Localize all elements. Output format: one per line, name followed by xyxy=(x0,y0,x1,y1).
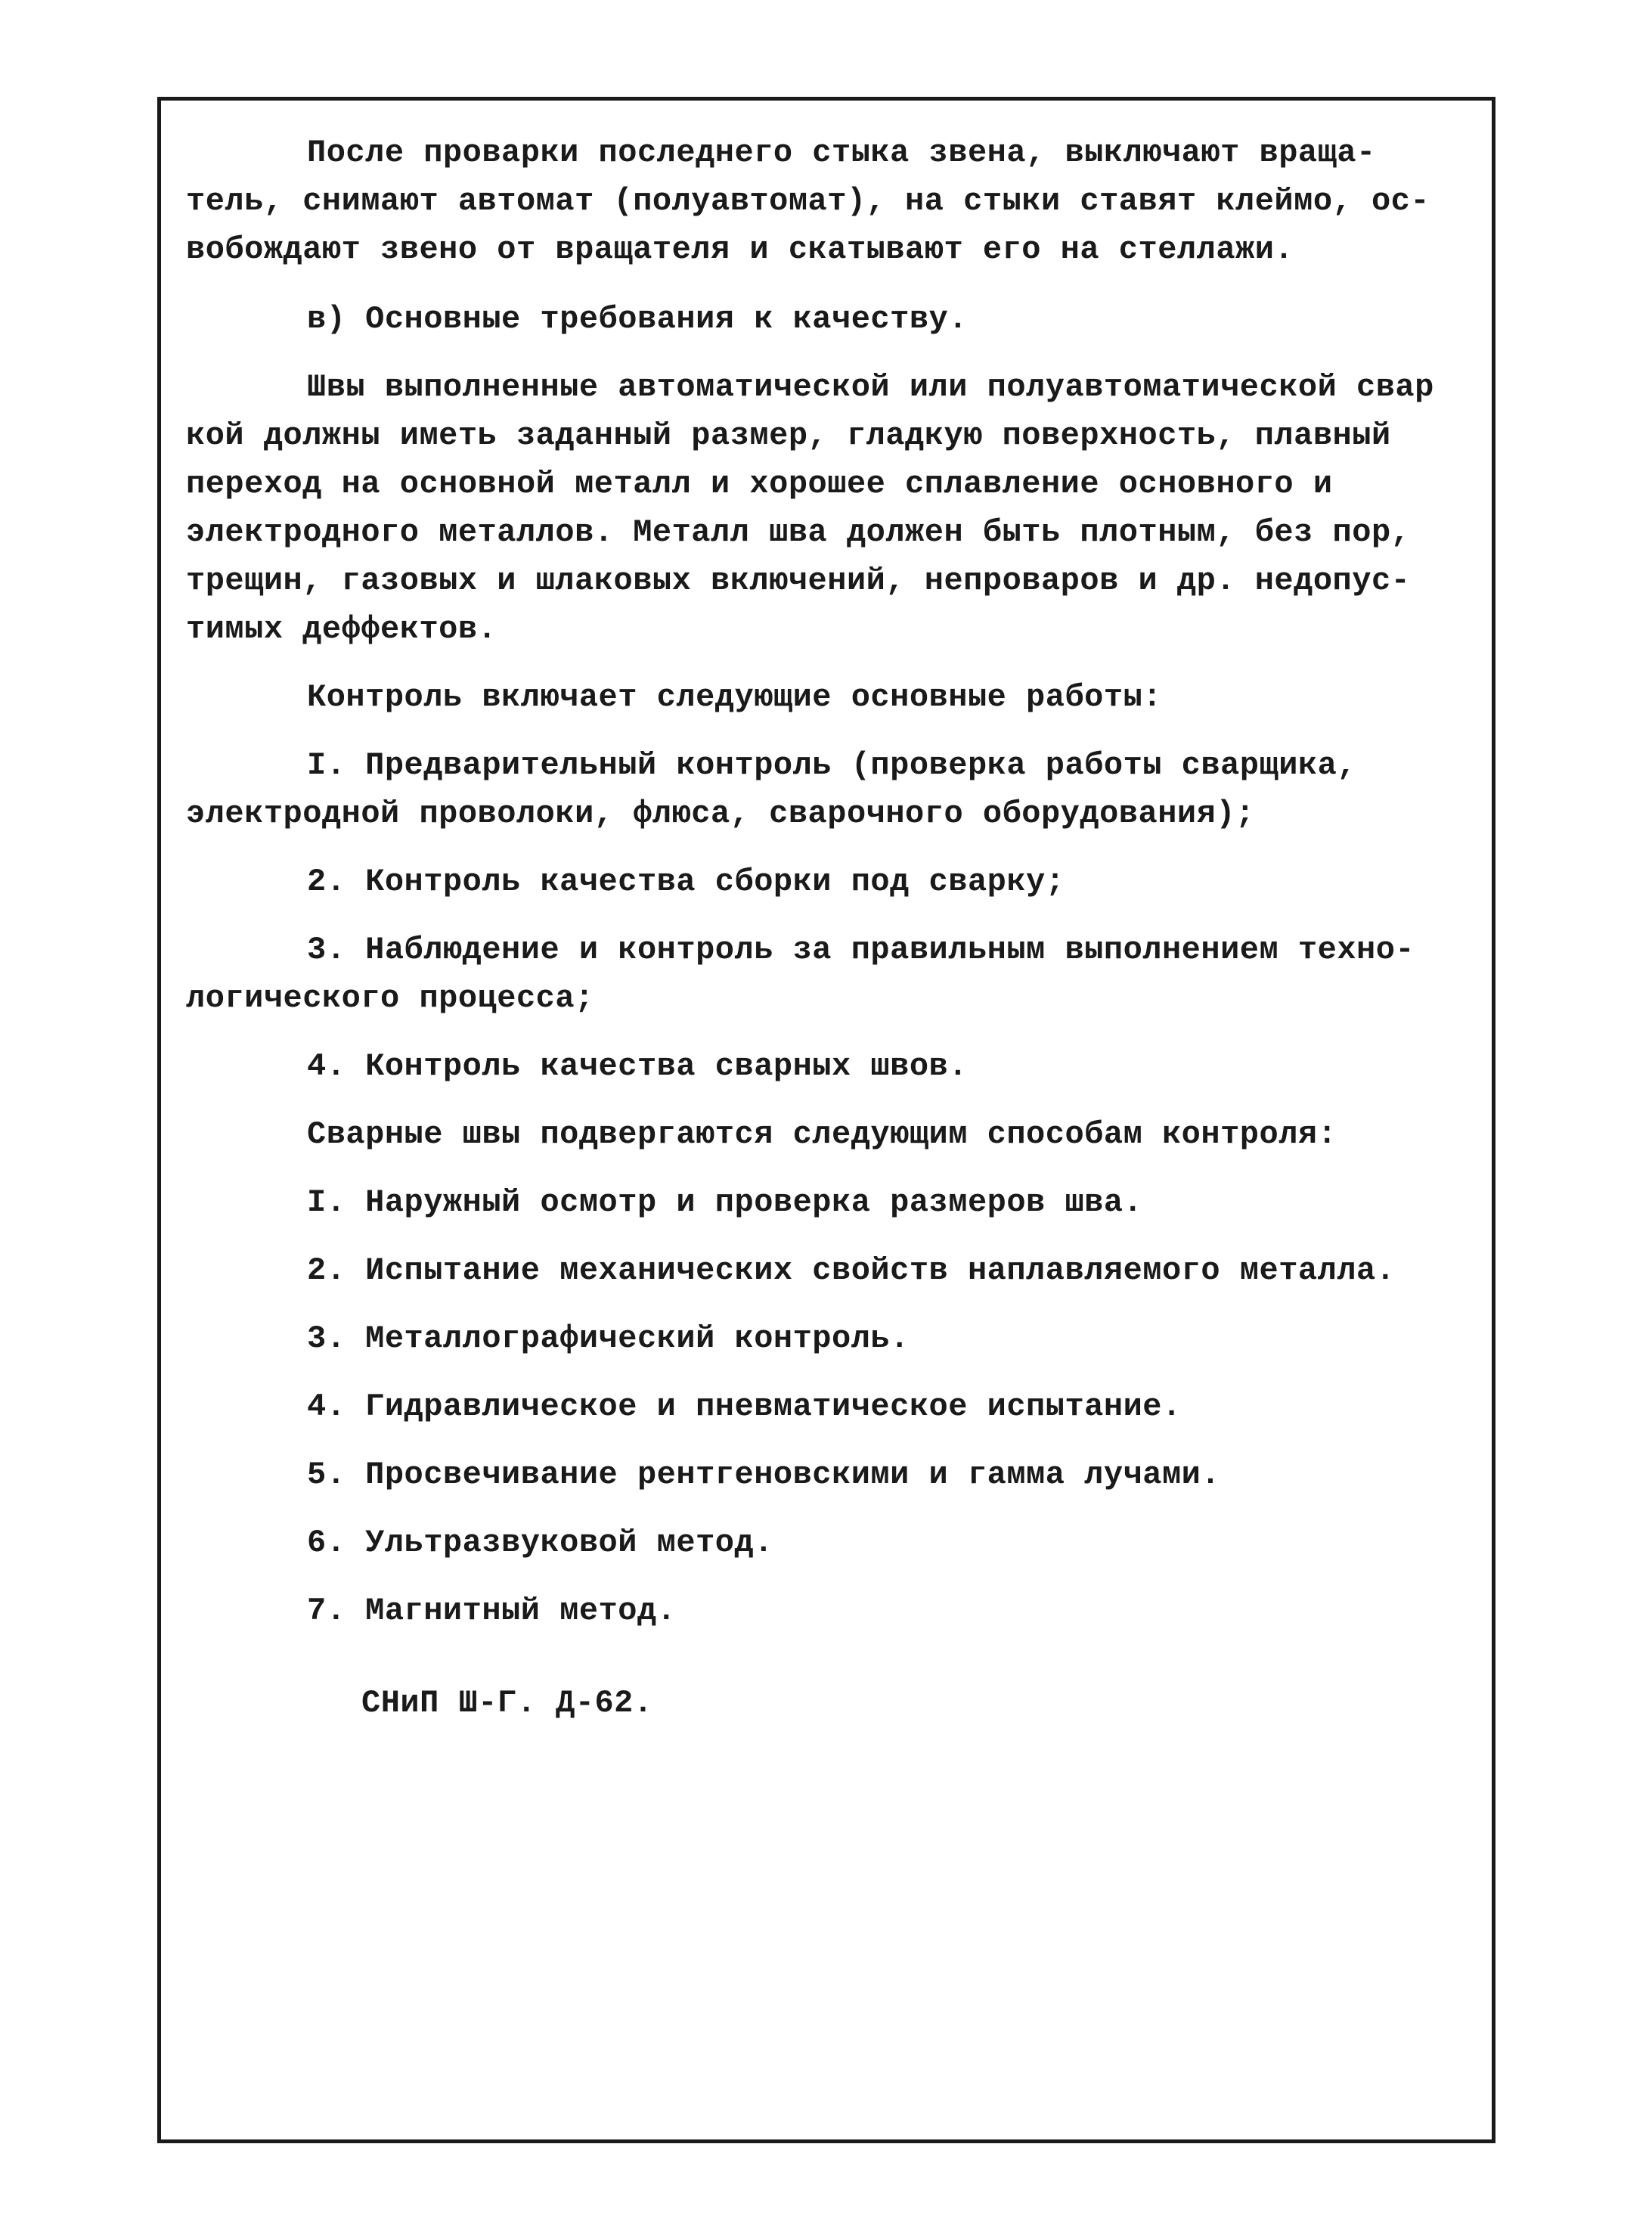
reference-code: СНиП Ш-Г. Д-62. xyxy=(361,1685,653,1721)
method-item: 5. Просвечивание рентгеновскими и гамма лучами. xyxy=(307,1457,1221,1493)
method-item: 7. Магнитный метод. xyxy=(307,1593,677,1629)
control-item-line: 3. Наблюдение и контроль за правильным выполнением техно- xyxy=(307,932,1415,968)
document-body xyxy=(186,129,1479,1727)
method-item: 3. Металлографический контроль. xyxy=(307,1320,910,1357)
control-item-line: электродной проволоки, флюса, сварочного оборудования); xyxy=(186,796,1255,832)
control-item-2: 2. Контроль качества сборки под сварку; xyxy=(307,864,1065,900)
method-item: 2. Испытание механических свойств наплавляемого металла. xyxy=(307,1252,1396,1289)
methods-heading: Сварные швы подвергаются следующим способам контроля: xyxy=(307,1116,1337,1153)
intro-line: тель, снимают автомат (полуавтомат), на стыки ставят клеймо, ос- xyxy=(186,183,1430,219)
quality-line: тимых деффектов. xyxy=(186,611,497,647)
intro-line: После проварки последнего стыка звена, выключают враща- xyxy=(307,135,1376,171)
control-heading: Контроль включает следующие основные работы: xyxy=(307,679,1162,715)
control-item-3 xyxy=(186,926,1479,1022)
method-item: I. Наружный осмотр и проверка размеров шва. xyxy=(307,1184,1143,1221)
quality-paragraph xyxy=(186,363,1479,653)
quality-line: Швы выполненные автоматической или полуавтоматической свар xyxy=(307,369,1434,405)
control-item-4: 4. Контроль качества сварных швов. xyxy=(307,1048,968,1084)
quality-line: кой должны иметь заданный размер, гладкую поверхность, плавный xyxy=(186,417,1391,454)
quality-line: трещин, газовых и шлаковых включений, непроваров и др. недопус- xyxy=(186,563,1411,599)
quality-line: переход на основной металл и хорошее сплавление основного и xyxy=(186,466,1333,502)
control-item-1 xyxy=(186,741,1479,838)
control-item-line: логического процесса; xyxy=(186,980,594,1016)
intro-paragraph xyxy=(186,129,1479,274)
control-item-line: I. Предварительный контроль (проверка работы сварщика, xyxy=(307,747,1357,783)
section-heading: в) Основные требования к качеству. xyxy=(307,301,968,337)
method-item: 6. Ультразвуковой метод. xyxy=(307,1525,773,1561)
intro-line: вобождают звено от вращателя и скатывают его на стеллажи. xyxy=(186,231,1294,268)
method-item: 4. Гидравлическое и пневматическое испытание. xyxy=(307,1388,1182,1425)
quality-line: электродного металлов. Металл шва должен быть плотным, без пор, xyxy=(186,514,1411,551)
